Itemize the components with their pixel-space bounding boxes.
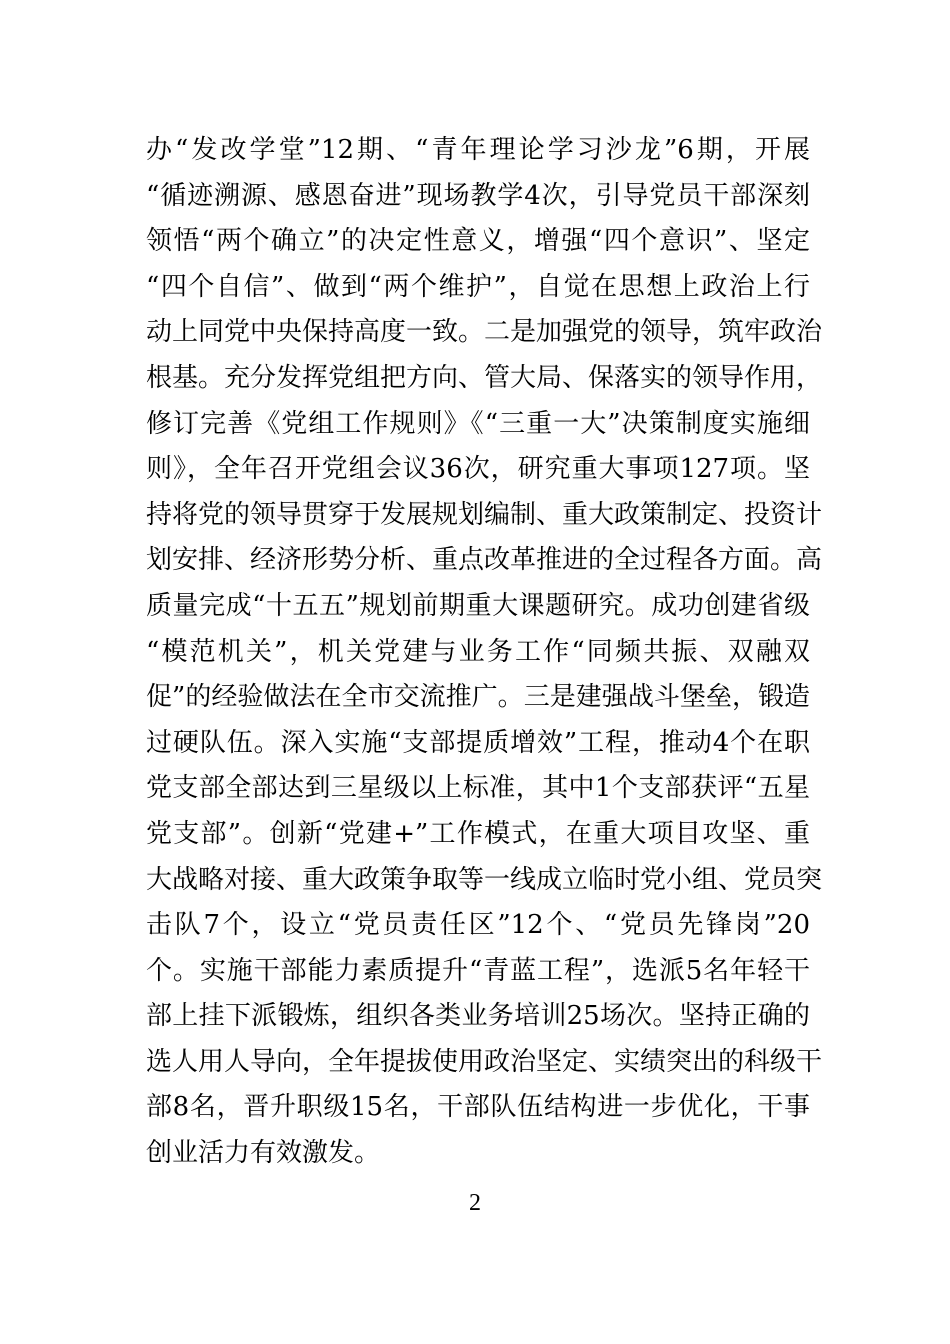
- text-line-last: 创业活力有效激发。: [146, 1138, 381, 1169]
- text-line: 领悟“两个确立”的决定性意义，增强“四个意识”、坚定: [146, 226, 810, 257]
- text-line: 过硬队伍。深入实施“支部提质增效”工程，推动4个在职: [146, 727, 810, 758]
- page-number: 2: [469, 1190, 481, 1216]
- text-line: 促”的经验做法在全市交流推广。三是建强战斗堡垒，锻造: [146, 682, 810, 713]
- text-line: 办“发改学堂”12期、“青年理论学习沙龙”6期，开展: [146, 135, 810, 165]
- text-line: “四个自信”、做到“两个维护”，自觉在思想上政治上行: [146, 271, 810, 302]
- text-line: 划安排、经济形势分析、重点改革推进的全过程各方面。高: [146, 545, 823, 576]
- text-line: 修订完善《党组工作规则》《“三重一大”决策制度实施细: [146, 408, 810, 439]
- body-text: [146, 128, 823, 1177]
- text-line: 个。实施干部能力素质提升“青蓝工程”，选派5名年轻干: [146, 955, 810, 986]
- text-line: “循迹溯源、感恩奋进”现场教学4次，引导党员干部深刻: [146, 180, 810, 211]
- text-line: 党支部全部达到三星级以上标准，其中1个支部获评“五星: [146, 773, 810, 804]
- text-line: 部上挂下派锻炼，组织各类业务培训25场次。坚持正确的: [146, 1001, 810, 1032]
- text-line: 根基。充分发挥党组把方向、管大局、保落实的领导作用，: [146, 362, 823, 393]
- text-line: 持将党的领导贯穿于发展规划编制、重大政策制定、投资计: [146, 499, 823, 530]
- text-line: 击队7个，设立“党员责任区”12个、“党员先锋岗”20: [146, 910, 810, 941]
- text-line: 党支部”。创新“党建+”工作模式，在重大项目攻坚、重: [146, 818, 810, 849]
- text-line: 动上同党中央保持高度一致。二是加强党的领导，筑牢政治: [146, 317, 823, 348]
- text-line: 质量完成“十五五”规划前期重大课题研究。成功创建省级: [146, 590, 810, 621]
- text-line: 选人用人导向，全年提拔使用政治坚定、实绩突出的科级干: [146, 1046, 823, 1077]
- text-line: 大战略对接、重大政策争取等一线成立临时党小组、党员突: [146, 864, 823, 895]
- text-line: 则》，全年召开党组会议36次，研究重大事项127项。坚: [146, 454, 810, 485]
- text-line: “模范机关”，机关党建与业务工作“同频共振、双融双: [146, 636, 810, 667]
- text-line: 部8名，晋升职级15名，干部队伍结构进一步优化，干事: [146, 1092, 810, 1123]
